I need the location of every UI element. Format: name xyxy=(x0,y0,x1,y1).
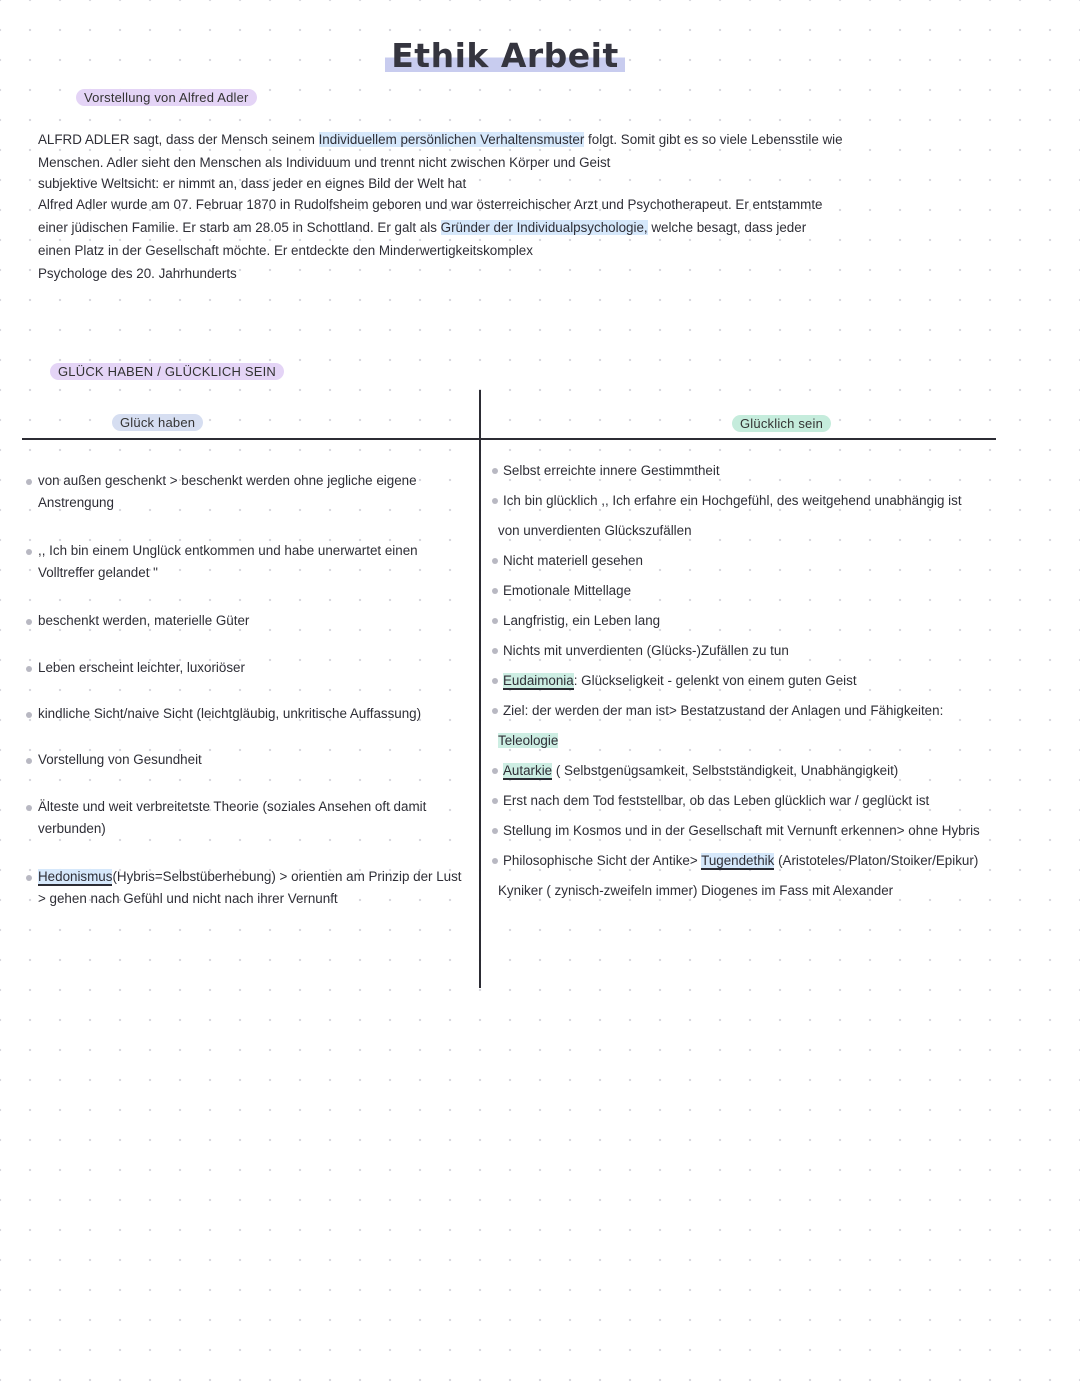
list-item: Vorstellung von Gesundheit xyxy=(24,749,202,771)
list-item: Autarkie ( Selbstgenügsamkeit, Selbstständigkeit, Unabhängigkeit) xyxy=(490,756,898,786)
bullet-icon xyxy=(492,798,498,804)
bullet-icon xyxy=(492,768,498,774)
list-item: Stellung im Kosmos und in der Gesellschaft mit Vernunft erkennen> ohne Hybris xyxy=(490,816,980,846)
text-line: ALFRD ADLER sagt, dass der Mensch seinem Individuellem persönlichen Verhaltensmuster folgt. Somit gibt es so viele Lebensstile wie xyxy=(38,132,843,147)
list-item: Ich bin glücklich ,, Ich erfahre ein Hochgefühl, des weitgehend unabhängig ist xyxy=(490,486,962,516)
list-item: Nicht materiell gesehen xyxy=(490,546,643,576)
column-header-glueck-haben: Glück haben xyxy=(112,414,203,431)
list-item: Älteste und weit verbreitetste Theorie (soziales Ansehen oft damit verbunden) xyxy=(24,796,469,840)
list-item: Nichts mit unverdienten (Glücks-)Zufällen zu tun xyxy=(490,636,789,666)
bullet-icon xyxy=(26,805,32,811)
table-divider-vertical xyxy=(479,390,481,988)
text-line: einen Platz in der Gesellschaft möchte. Er entdeckte den Minderwertigkeitskomplex xyxy=(38,243,533,258)
adler-paragraph xyxy=(38,128,918,285)
bullet-icon xyxy=(492,558,498,564)
list-item: Philosophische Sicht der Antike> Tugendethik (Aristoteles/Platon/Stoiker/Epikur) xyxy=(490,846,978,876)
bullet-icon xyxy=(26,712,32,718)
list-item-continuation xyxy=(490,726,558,756)
highlight-teleologie: Teleologie xyxy=(498,733,559,748)
bullet-icon xyxy=(492,468,498,474)
section-heading-glueck: GLÜCK HABEN / GLÜCKLICH SEIN xyxy=(50,363,284,380)
highlight-tugendethik: Tugendethik xyxy=(701,853,775,868)
section-heading-adler: Vorstellung von Alfred Adler xyxy=(76,89,257,106)
highlight: Individuellem persönlichen Verhaltensmuster xyxy=(318,132,585,147)
list-item: Hedonismus(Hybris=Selbstüberhebung) > orientien am Prinzip der Lust > gehen nach Gefühl und nicht nach ihrer Vernunft xyxy=(24,866,469,910)
bullet-icon xyxy=(492,648,498,654)
list-item-continuation: Kyniker ( zynisch-zweifeln immer) Diogenes im Fass mit Alexander xyxy=(498,883,894,898)
bullet-icon xyxy=(26,875,32,881)
highlight: Gründer der Individualpsychologie, xyxy=(440,220,648,235)
bullet-icon xyxy=(26,549,32,555)
bullet-icon xyxy=(492,828,498,834)
list-item-continuation: von unverdienten Glückszufällen xyxy=(498,523,692,538)
list-item: beschenkt werden, materielle Güter xyxy=(24,610,249,632)
list-item: Emotionale Mittellage xyxy=(490,576,631,606)
highlight-eudaimonia: Eudaimonia xyxy=(503,673,574,688)
text-line: subjektive Weltsicht: er nimmt an, dass jeder en eignes Bild der Welt hat xyxy=(38,176,467,191)
text-line: Alfred Adler wurde am 07. Februar 1870 in Rudolfsheim geboren und war österreichischer Arzt und Psychotherapeut. Er entstammte xyxy=(38,197,823,212)
bullet-icon xyxy=(26,479,32,485)
list-item: kindliche Sicht/naive Sicht (leichtgläubig, unkritische Auffassung) xyxy=(24,703,421,725)
column-header-gluecklich-sein: Glücklich sein xyxy=(732,415,831,432)
bullet-icon xyxy=(492,708,498,714)
list-item: von außen geschenkt > beschenkt werden ohne jegliche eigene Anstrengung xyxy=(24,470,469,514)
bullet-icon xyxy=(492,588,498,594)
text-line: Psychologe des 20. Jahrhunderts xyxy=(38,266,237,281)
highlight-autarkie: Autarkie xyxy=(503,763,553,778)
bullet-icon xyxy=(26,666,32,672)
list-item: ,, Ich bin einem Unglück entkommen und habe unerwartet einen Volltreffer gelandet " xyxy=(24,540,469,584)
page-title: Ethik Arbeit xyxy=(0,36,1010,75)
text-line: einer jüdischen Familie. Er starb am 28.05 in Schottland. Er galt als Gründer der Individualpsychologie, welche besagt, dass jeder xyxy=(38,220,807,235)
list-item: Leben erscheint leichter, luxoriöser xyxy=(24,657,245,679)
list-item: Ziel: der werden der man ist> Bestatzustand der Anlagen und Fähigkeiten: xyxy=(490,696,943,726)
text-line: Menschen. Adler sieht den Menschen als Individuum und trennt nicht zwischen Körper und Geist xyxy=(38,155,611,170)
bullet-icon xyxy=(26,619,32,625)
bullet-icon xyxy=(492,678,498,684)
list-item: Selbst erreichte innere Gestimmtheit xyxy=(490,456,720,486)
bullet-icon xyxy=(492,858,498,864)
highlight-hedonismus: Hedonismus xyxy=(38,869,113,884)
list-item: Erst nach dem Tod feststellbar, ob das Leben glücklich war / geglückt ist xyxy=(490,786,929,816)
bullet-icon xyxy=(492,498,498,504)
bullet-icon xyxy=(492,618,498,624)
table-divider-horizontal xyxy=(22,438,996,440)
bullet-icon xyxy=(26,758,32,764)
list-item: Eudaimonia: Glückseligkeit - gelenkt von einem guten Geist xyxy=(490,666,857,696)
list-item: Langfristig, ein Leben lang xyxy=(490,606,660,636)
